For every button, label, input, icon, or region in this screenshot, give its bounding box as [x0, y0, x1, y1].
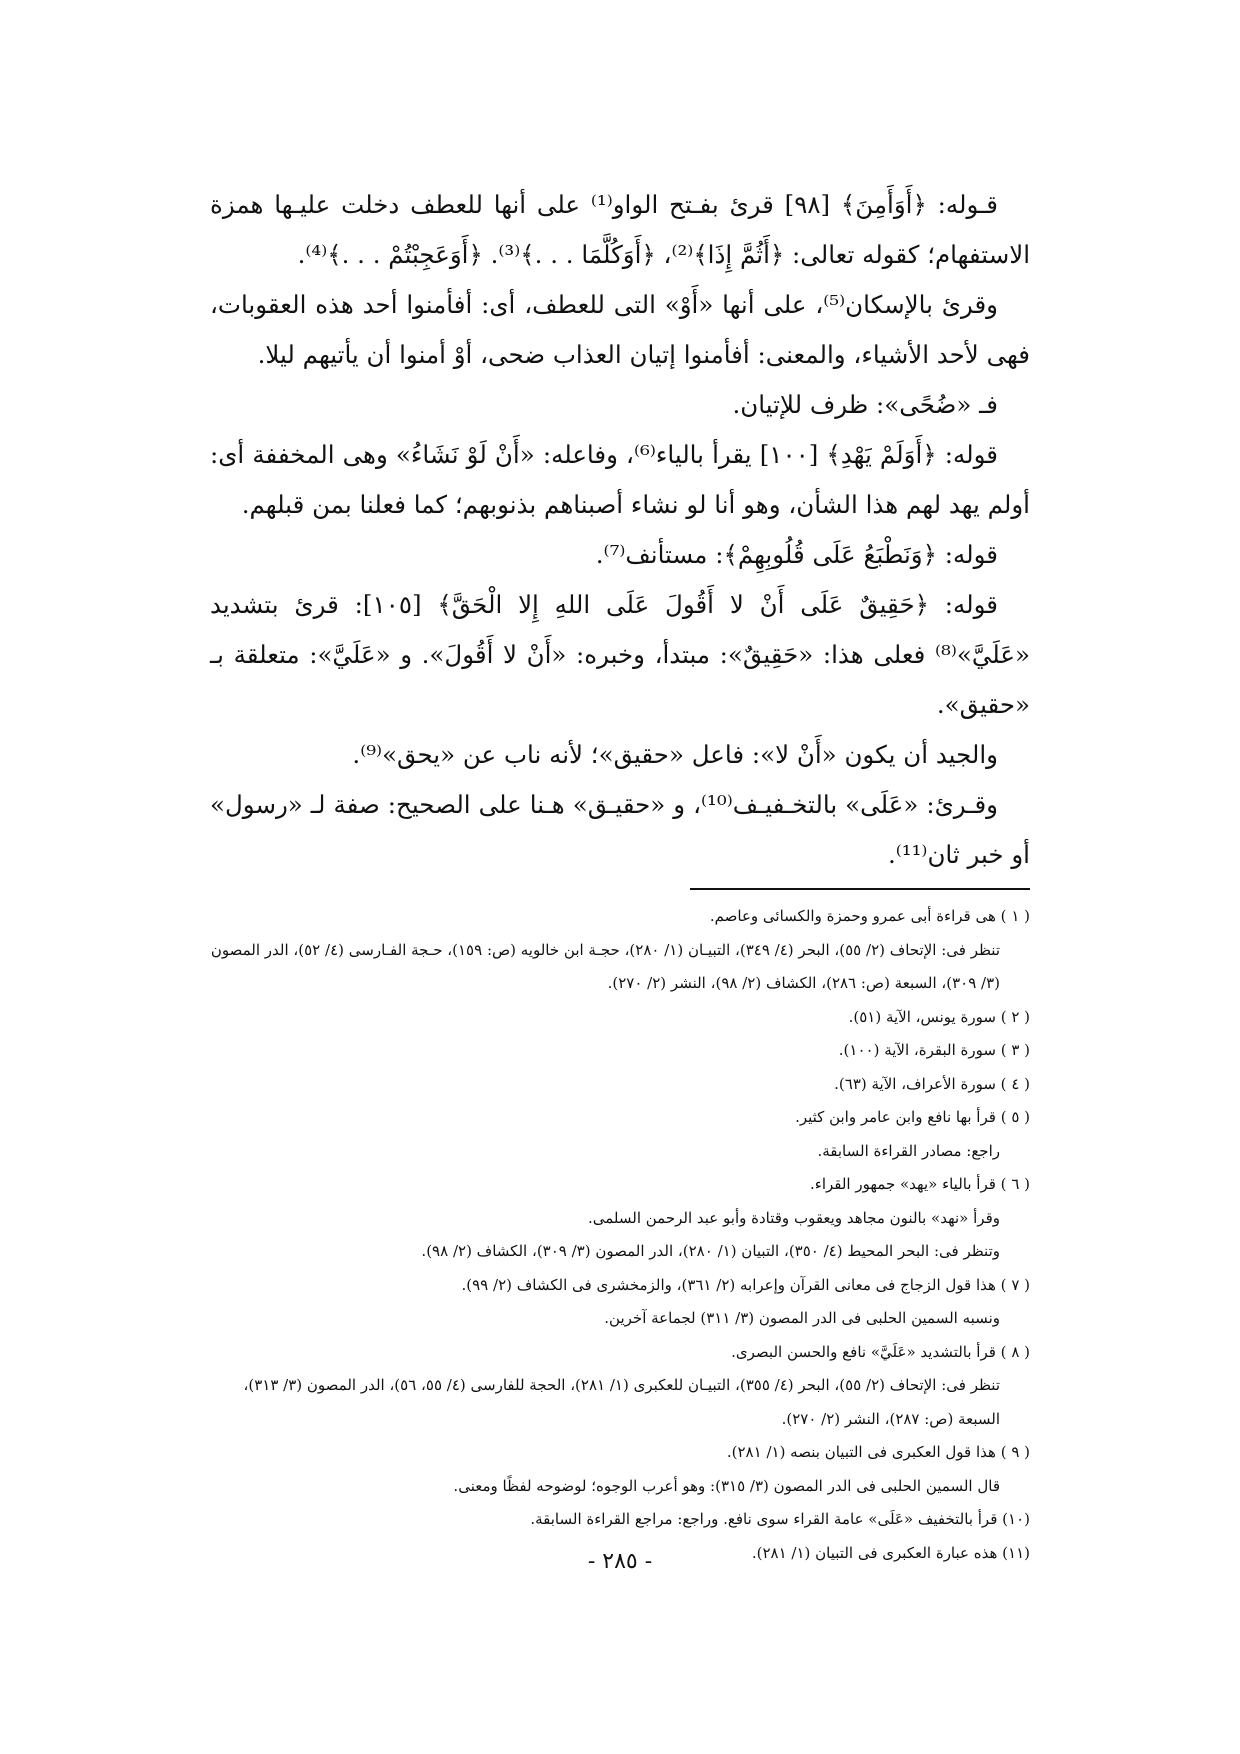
- paragraph: وقـرئ: «عَلَى» بالتخـفيـف⁽¹⁰⁾، و «حقيـق» هـنا على الصحيح: صفة لـ «رسول» أو خبر ثان⁽¹¹⁾.: [210, 790, 1030, 869]
- footnotes: [210, 900, 1030, 1570]
- footnote: ( ٢ ) سورة يونس، الآية (٥١).: [848, 1007, 1030, 1026]
- footnote: ( ٨ ) قرأ بالتشديد «عَلَيَّ» نافع والحسن البصرى.: [731, 1342, 1030, 1361]
- paragraph: قـوله: ﴿أَوَأَمِنَ﴾ [٩٨] قرئ بفـتح الواو⁽¹⁾ على أنها للعطف دخلت عليـها همزة الاستفهام؛ كقوله تعالى: ﴿أَثُمَّ إِذَا﴾⁽²⁾، ﴿أَوَكُلَّمَا . . .﴾⁽³⁾. ﴿أَوَعَجِبْتُمْ . . .﴾⁽⁴⁾.: [210, 190, 1030, 269]
- footnote: ( ١ ) هى قراءة أبى عمرو وحمزة والكسائى وعاصم.: [709, 907, 1030, 925]
- paragraph: قوله: ﴿أَوَلَمْ يَهْدِ﴾ [١٠٠] يقرأ بالياء⁽⁶⁾، وفاعله: «أَنْ لَوْ نَشَاءُ» وهى المخففة أى: أولم يهد لهم هذا الشأن، وهو أنا لو نشاء أصبناهم بذنوبهم؛ كما فعلنا بمن قبلهم.: [210, 440, 1030, 519]
- footnote-continuation: ونسبه السمين الحلبى فى الدر المصون (٣/ ٣١١) لجماعة آخرين.: [604, 1309, 1000, 1327]
- paragraph: وقرئ بالإسكان⁽⁵⁾، على أنها «أَوْ» التى للعطف، أى: أفأمنوا أحد هذه العقوبات، فهى لأحد الأشياء، والمعنى: أفأمنوا إتيان العذاب ضحى، أوْ أمنوا أن يأتيهم ليلا.: [210, 290, 1030, 369]
- footnote-continuation: وقرأ «نهد» بالنون مجاهد ويعقوب وقتادة وأبو عبد الرحمن السلمى.: [587, 1208, 1000, 1227]
- paragraph: فـ «ضُحًى»: ظرف للإتيان.: [732, 390, 998, 419]
- footnote-continuation: تنظر فى: الإتحاف (٢/ ٥٥)، البحر (٤/ ٣٥٥)، التبيـان للعكبرى (١/ ٢٨١)، الحجة للفارسى (٤/ ٥٥، ٥٦)، الدر المصون (٣/ ٣١٣)، السبعة (ص: ٢٨٧)، النشر (٢/ ٢٧٠).: [243, 1376, 1000, 1428]
- paragraph: والجيد أن يكون «أَنْ لا»: فاعل «حقيق»؛ لأنه ناب عن «يحق»⁽⁹⁾.: [352, 740, 998, 769]
- page-body: [210, 180, 1030, 1570]
- paragraph: قوله: ﴿وَنَطْبَعُ عَلَى قُلُوبِهِمْ﴾: مستأنف⁽⁷⁾.: [595, 540, 998, 569]
- footnote: ( ٤ ) سورة الأعراف، الآية (٦٣).: [834, 1074, 1030, 1093]
- footnote-continuation: تنظر فى: الإتحاف (٢/ ٥٥)، البحر (٤/ ٣٤٩)، التبيـان (١/ ٢٨٠)، حجـة ابن خالويه (ص: ١٥٩)، حـجة الفـارسى (٤/ ٥٢)، الدر المصون (٣/ ٣٠٩)، السبعة (ص: ٢٨٦)، الكشاف (٢/ ٩٨)، النشر (٢/ ٢٧٠).: [210, 940, 1000, 992]
- paragraph: قوله: ﴿حَقِيقٌ عَلَى أَنْ لا أَقُولَ عَلَى اللهِ إِلا الْحَقَّ﴾ [١٠٥]: قرئ بتشديد «عَلَيَّ»⁽⁸⁾ فعلى هذا: «حَقِيقٌ»: مبتدأ، وخبره: «أَنْ لا أَقُولَ». و «عَلَيَّ»: متعلقة بـ «حقيق».: [210, 590, 1030, 719]
- page-number: - ٢٨٥ -: [587, 1549, 653, 1574]
- footnote: ( ٣ ) سورة البقرة، الآية (١٠٠).: [838, 1041, 1030, 1059]
- footnote-continuation: قال السمين الحلبى فى الدر المصون (٣/ ٣١٥): وهو أعرب الوجوه؛ لوضوحه لفظًا ومعنى.: [453, 1476, 1000, 1495]
- main-text: [210, 180, 1030, 880]
- footnote: (١٠) قرأ بالتخفيف «عَلَى» عامة القراء سوى نافع. وراجع: مراجع القراءة السابقة.: [530, 1510, 1030, 1528]
- footnote: ( ٧ ) هذا قول الزجاج فى معانى القرآن وإعرابه (٢/ ٣٦١)، والزمخشرى فى الكشاف (٢/ ٩٩).: [461, 1275, 1030, 1294]
- footnote: (١١) هذه عبارة العكبرى فى التبيان (١/ ٢٨١).: [751, 1543, 1030, 1562]
- footnote: ( ٩ ) هذا قول العكبرى فى التبيان بنصه (١/ ٢٨١).: [726, 1443, 1030, 1461]
- footnote-separator: [690, 888, 1030, 890]
- footnote: ( ٥ ) قرأ بها نافع وابن عامر وابن كثير.: [795, 1108, 1030, 1126]
- footnote-continuation: وتنظر فى: البحر المحيط (٤/ ٣٥٠)، التبيان (١/ ٢٨٠)، الدر المصون (٣/ ٣٠٩)، الكشاف (٢/ ٩٨).: [421, 1242, 1000, 1260]
- footnote-continuation: راجع: مصادر القراءة السابقة.: [817, 1141, 1000, 1160]
- footnote: ( ٦ ) قرأ بالياء «يهد» جمهور القراء.: [810, 1175, 1030, 1193]
